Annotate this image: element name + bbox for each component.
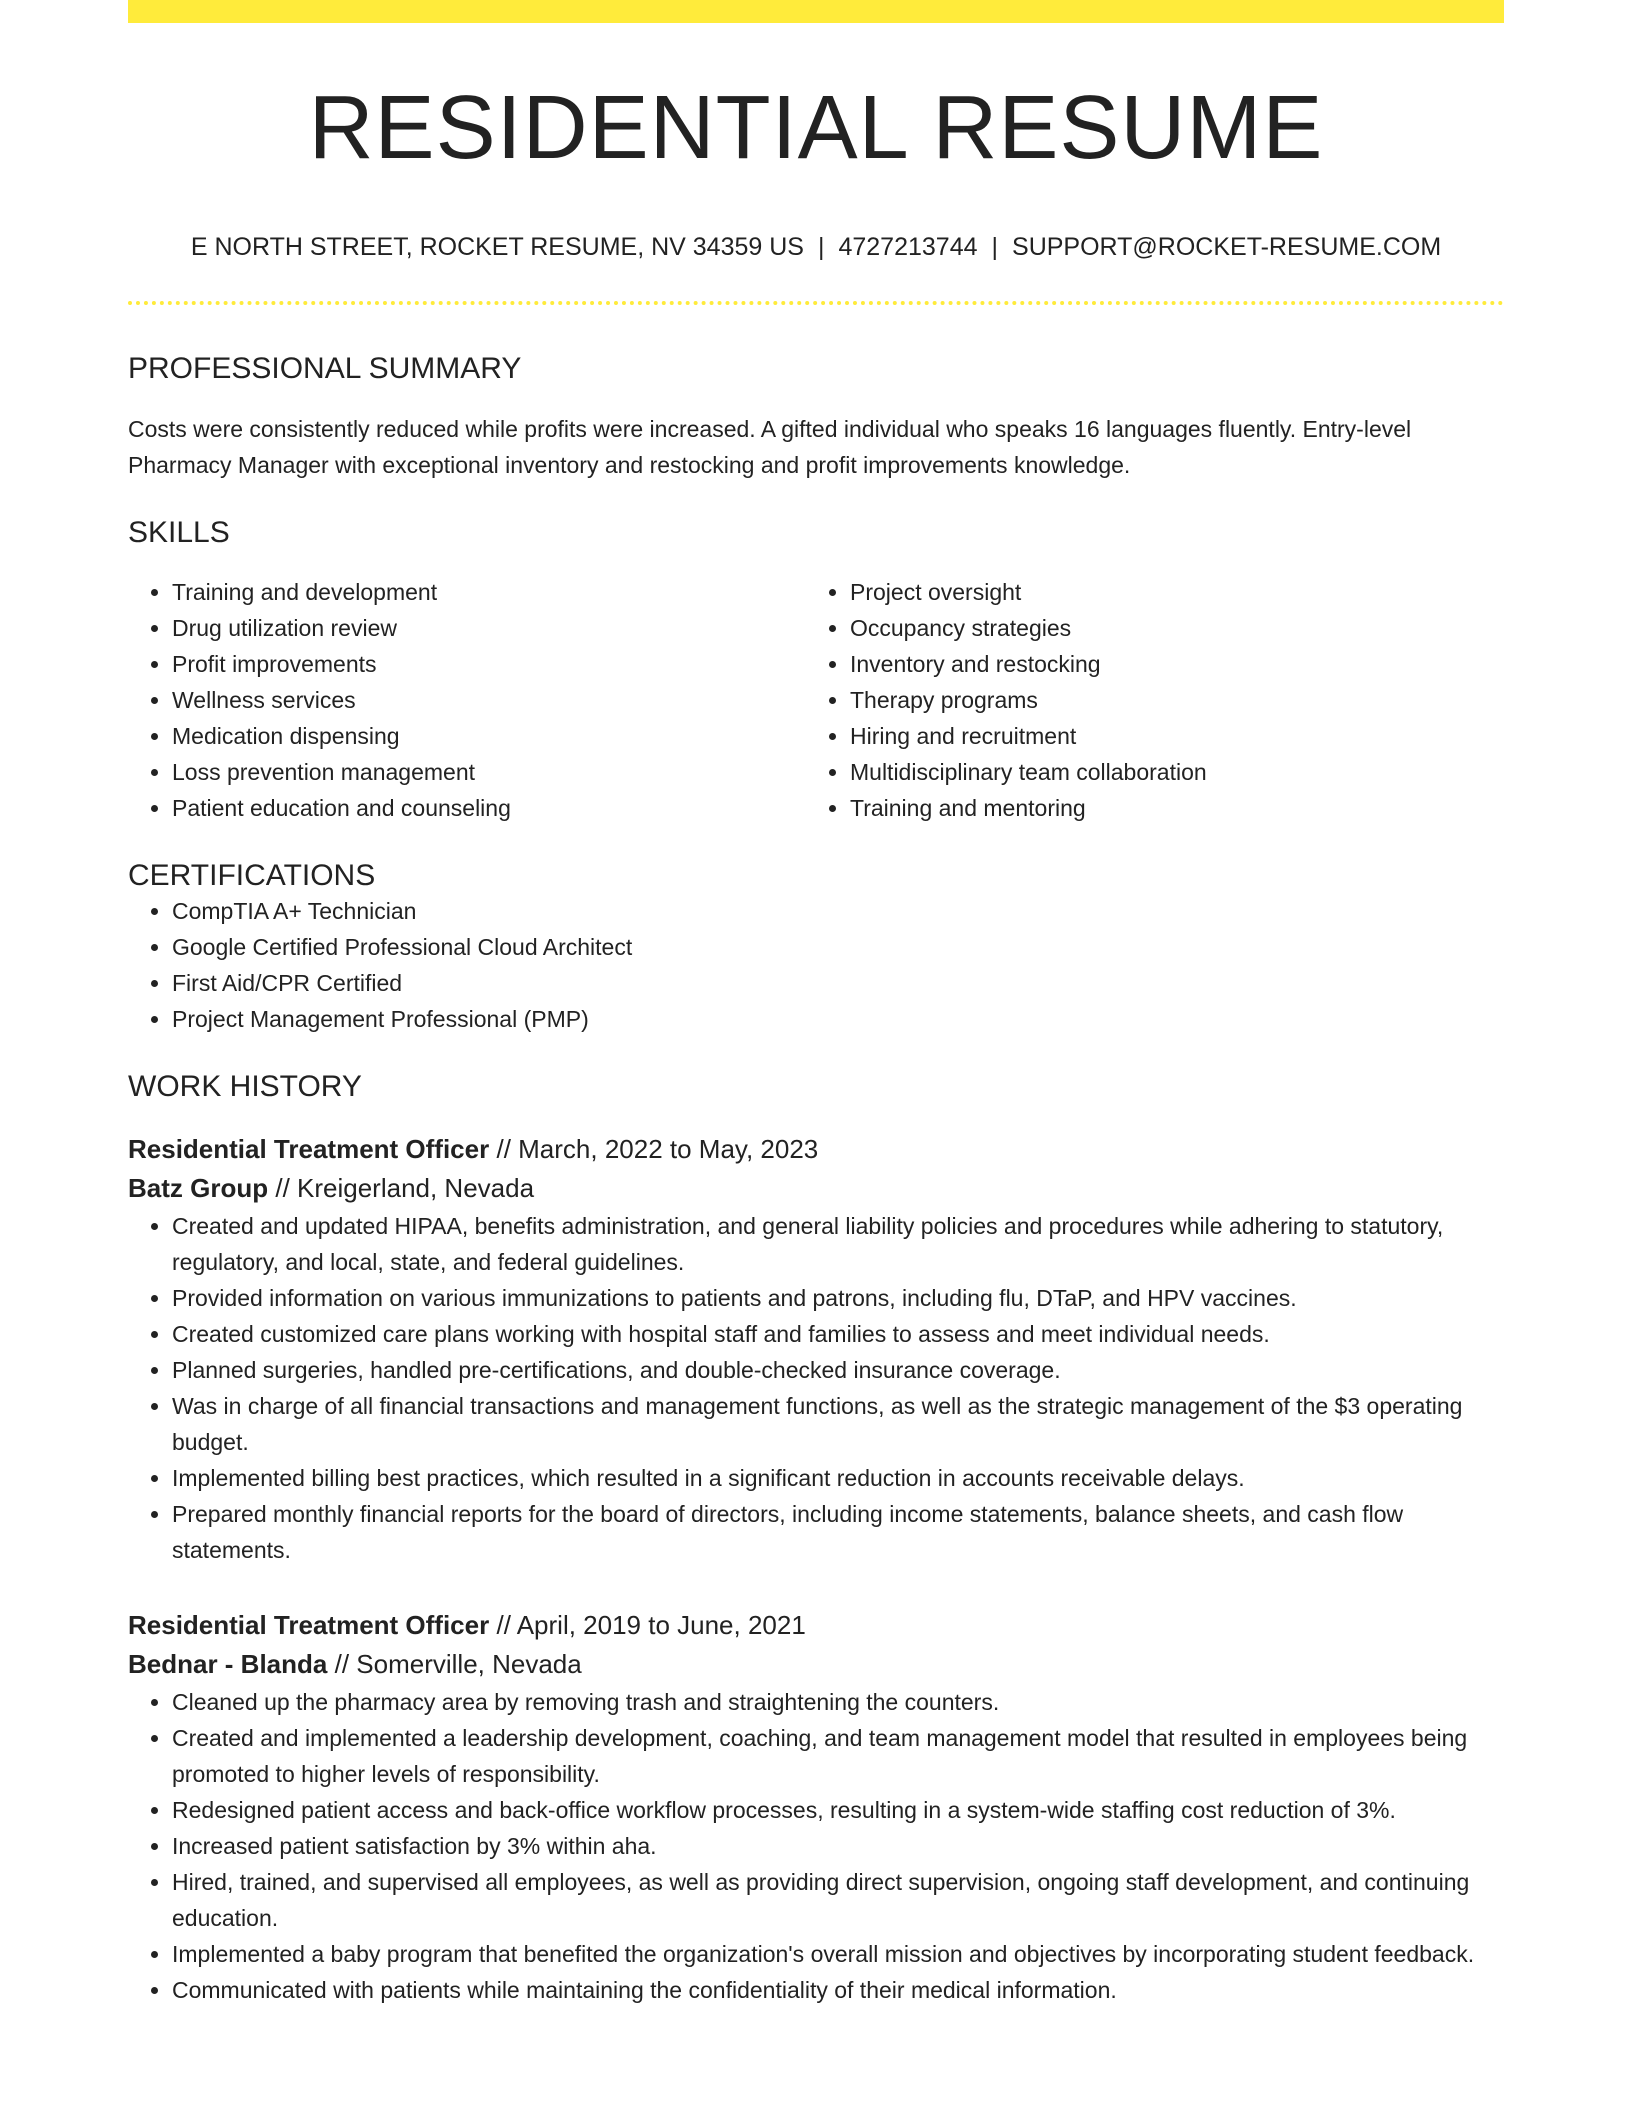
- job-company-line: [128, 1645, 1504, 1684]
- skill-item: • Medication dispensing: [172, 718, 806, 754]
- job-company: Batz Group: [128, 1173, 269, 1203]
- contact-separator: |: [991, 233, 999, 261]
- skill-item: • Hiring and recruitment: [850, 718, 1484, 754]
- summary-text: Costs were consistently reduced while profits were increased. A gifted individual who speaks 16 languages fluently. Entry-level Pharmacy Manager with exceptional inventory and restocking and profit improvements knowledge.: [128, 416, 1412, 478]
- summary-heading: PROFESSIONAL SUMMARY: [128, 352, 522, 385]
- work-history-heading: WORK HISTORY: [128, 1070, 362, 1103]
- contact-address: E NORTH STREET, ROCKET RESUME, NV 34359 US: [190, 233, 804, 261]
- certification-item: • CompTIA A+ Technician: [172, 893, 1504, 929]
- job-bullet: • Planned surgeries, handled pre-certifications, and double-checked insurance coverage.: [172, 1352, 1504, 1388]
- job-bullet: • Increased patient satisfaction by 3% within aha.: [172, 1828, 1504, 1864]
- skill-item: • Profit improvements: [172, 646, 806, 682]
- job-bullet: • Prepared monthly financial reports for the board of directors, including income statements, balance sheets, and cash flow statements.: [172, 1496, 1504, 1568]
- contact-separator: |: [817, 233, 825, 261]
- job-location: // Somerville, Nevada: [334, 1649, 582, 1679]
- skills-column-left: [128, 574, 806, 826]
- job-bullet: • Cleaned up the pharmacy area by removing trash and straightening the counters.: [172, 1684, 1504, 1720]
- job-bullet: • Communicated with patients while maintaining the confidentiality of their medical information.: [172, 1972, 1504, 2008]
- skill-item: • Project oversight: [850, 574, 1484, 610]
- certification-item: • First Aid/CPR Certified: [172, 965, 1504, 1001]
- skill-item: • Occupancy strategies: [850, 610, 1484, 646]
- contact-line: [128, 233, 1504, 262]
- job-dates: // March, 2022 to May, 2023: [496, 1134, 819, 1164]
- skill-item: • Multidisciplinary team collaboration: [850, 754, 1484, 790]
- skill-item: • Drug utilization review: [172, 610, 806, 646]
- job-bullets: [128, 1208, 1504, 1568]
- job-dates: // April, 2019 to June, 2021: [496, 1610, 806, 1640]
- certification-item: • Project Management Professional (PMP): [172, 1001, 1504, 1037]
- job-role: Residential Treatment Officer: [128, 1610, 490, 1640]
- accent-top-bar: [128, 0, 1504, 23]
- job-company-line: [128, 1169, 1504, 1208]
- job-bullets: [128, 1684, 1504, 2008]
- skill-item: • Inventory and restocking: [850, 646, 1484, 682]
- certifications-list: [128, 893, 1504, 1037]
- job-bullet: • Created and implemented a leadership development, coaching, and team management model that resulted in employees being promoted to higher levels of responsibility.: [172, 1720, 1504, 1792]
- job-company: Bednar - Blanda: [128, 1649, 328, 1679]
- skills-list-left: [128, 574, 806, 826]
- job-entry: [128, 1606, 1504, 2008]
- job-bullet: • Provided information on various immunizations to patients and patrons, including flu, DTaP, and HPV vaccines.: [172, 1280, 1504, 1316]
- skills-heading: SKILLS: [128, 516, 230, 549]
- job-entry: [128, 1130, 1504, 1568]
- resume-page: [128, 0, 1504, 2008]
- contact-email: SUPPORT@ROCKET-RESUME.COM: [1012, 233, 1442, 261]
- skills-list-right: [806, 574, 1484, 826]
- skill-item: • Training and mentoring: [850, 790, 1484, 826]
- job-bullet: • Created customized care plans working with hospital staff and families to assess and meet individual needs.: [172, 1316, 1504, 1352]
- dotted-divider: [128, 301, 1504, 305]
- job-bullet: • Redesigned patient access and back-office workflow processes, resulting in a system-wide staffing cost reduction of 3%.: [172, 1792, 1504, 1828]
- job-location: // Kreigerland, Nevada: [275, 1173, 535, 1203]
- skill-item: • Wellness services: [172, 682, 806, 718]
- job-bullet: • Implemented billing best practices, which resulted in a significant reduction in accounts receivable delays.: [172, 1460, 1504, 1496]
- skills-columns: [128, 574, 1504, 826]
- skill-item: • Training and development: [172, 574, 806, 610]
- skills-column-right: [806, 574, 1484, 826]
- job-bullet: • Created and updated HIPAA, benefits administration, and general liability policies and procedures while adhering to statutory, regulatory, and local, state, and federal guidelines.: [172, 1208, 1504, 1280]
- skill-item: • Loss prevention management: [172, 754, 806, 790]
- job-bullet: • Implemented a baby program that benefited the organization's overall mission and objectives by incorporating student feedback.: [172, 1936, 1504, 1972]
- certifications-heading: CERTIFICATIONS: [128, 859, 376, 892]
- job-role: Residential Treatment Officer: [128, 1134, 490, 1164]
- skill-item: • Therapy programs: [850, 682, 1484, 718]
- certification-item: • Google Certified Professional Cloud Architect: [172, 929, 1504, 965]
- job-role-line: [128, 1130, 1504, 1169]
- job-role-line: [128, 1606, 1504, 1645]
- skill-item: • Patient education and counseling: [172, 790, 806, 826]
- job-bullet: • Hired, trained, and supervised all employees, as well as providing direct supervision, ongoing staff development, and continuing education.: [172, 1864, 1504, 1936]
- job-bullet: • Was in charge of all financial transactions and management functions, as well as the strategic management of the $3 operating budget.: [172, 1388, 1504, 1460]
- resume-title: RESIDENTIAL RESUME: [308, 78, 1324, 178]
- contact-phone: 4727213744: [838, 233, 978, 261]
